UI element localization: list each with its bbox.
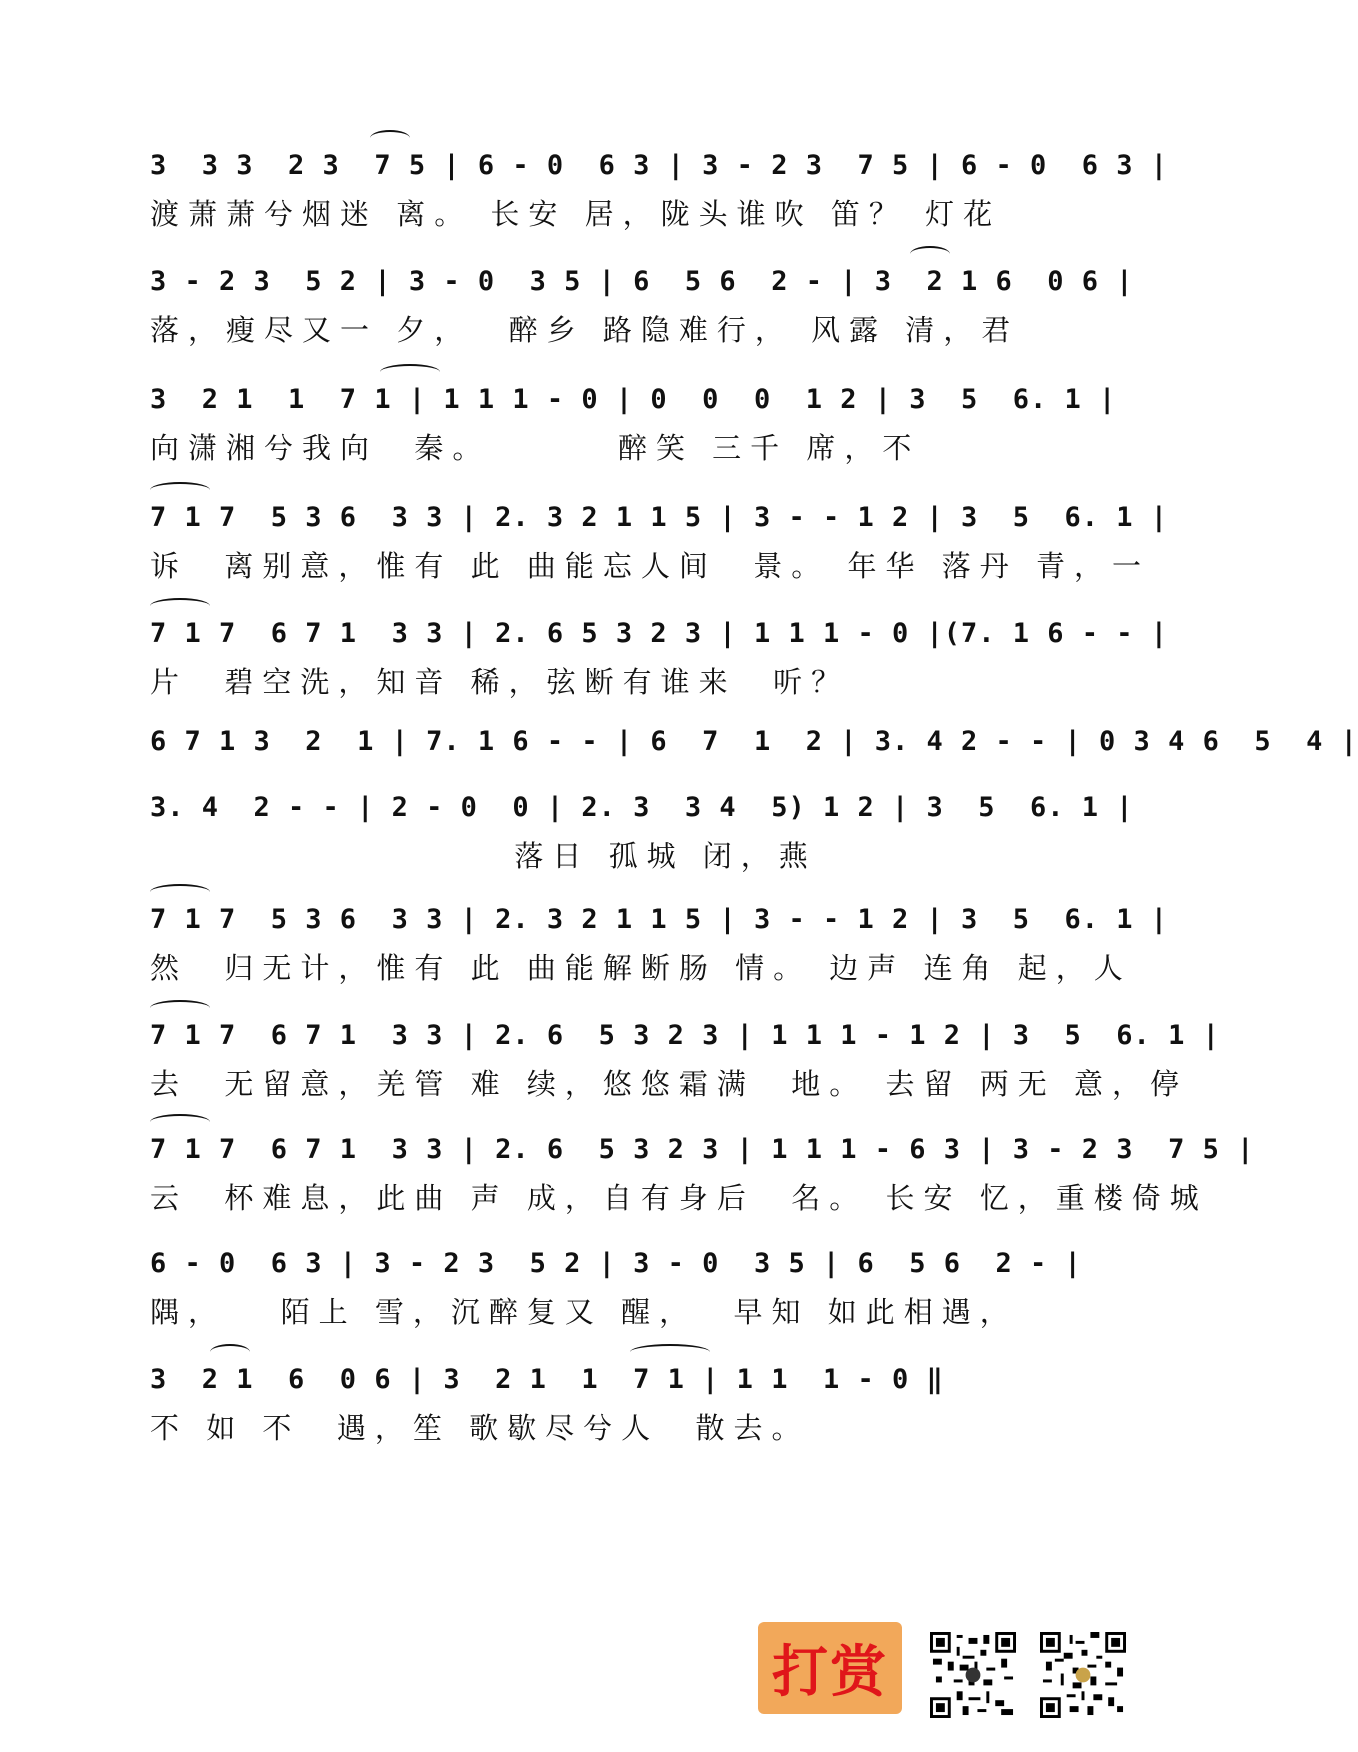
numbered-notes: 6 - 0 6 3 | 3 - 2 3 5 2 | 3 - 0 3 5 | 6 5 6 2 - | xyxy=(150,1248,1082,1279)
slur-mark xyxy=(370,130,410,146)
numbered-notes: 7 1 7 6 7 1 3 3 | 2. 6 5 3 2 3 | 1 1 1 - 0 |(7. 1 6 - - | xyxy=(150,618,1169,649)
numbered-notes: 7 1 7 6 7 1 3 3 | 2. 6 5 3 2 3 | 1 1 1 - 6 3 | 3 - 2 3 7 5 | xyxy=(150,1134,1255,1165)
slur-mark xyxy=(380,364,440,380)
lyrics-line: 落，瘦尽又一 夕， 醉乡 路隐难行， 风露 清，君 xyxy=(150,313,1020,347)
reward-button[interactable] xyxy=(758,1622,902,1714)
reward-label: 打赏 xyxy=(772,1640,888,1705)
lyrics-line: 去 无留意，羌管 难 续，悠悠霜满 地。 去留 两无 意，停 xyxy=(150,1067,1188,1101)
numbered-notes: 3 3 3 2 3 7 5 | 6 - 0 6 3 | 3 - 2 3 7 5 | 6 - 0 6 3 | xyxy=(150,150,1169,181)
slur-mark xyxy=(210,1344,250,1360)
slur-mark xyxy=(150,598,210,614)
numbered-notes: 7 1 7 5 3 6 3 3 | 2. 3 2 1 1 5 | 3 - - 1 2 | 3 5 6. 1 | xyxy=(150,502,1169,533)
slur-mark xyxy=(630,1344,710,1360)
lyrics-line: 隅， 陌上 雪，沉醉复又 醒， 早知 如此相遇， xyxy=(150,1295,1018,1329)
numbered-notes: 7 1 7 6 7 1 3 3 | 2. 6 5 3 2 3 | 1 1 1 - 1 2 | 3 5 6. 1 | xyxy=(150,1020,1220,1051)
lyrics-line: 落日 孤城 闭，燕 xyxy=(150,839,817,873)
numbered-notes: 6 7 1 3 2 1 | 7. 1 6 - - | 6 7 1 2 | 3. 4 2 - - | 0 3 4 6 5 4 | xyxy=(150,726,1358,757)
lyrics-line: 渡萧萧兮烟迷 离。 长安 居，陇头谁吹 笛？ 灯花 xyxy=(150,197,1002,231)
lyrics-line: 然 归无计，惟有 此 曲能解断肠 情。 边声 连角 起，人 xyxy=(150,951,1132,985)
slur-mark xyxy=(150,1000,210,1016)
numbered-notes: 3 2 1 1 7 1 | 1 1 1 - 0 | 0 0 0 1 2 | 3 5 6. 1 | xyxy=(150,384,1117,415)
qr-code-alipay-reward[interactable] xyxy=(1040,1632,1126,1718)
lyrics-line: 诉 离别意，惟有 此 曲能忘人间 景。 年华 落丹 青，一 xyxy=(150,549,1150,583)
lyrics-line: 不 如 不 遇，笙 歌歇尽兮人 散去。 xyxy=(150,1411,810,1445)
numbered-notes: 3 - 2 3 5 2 | 3 - 0 3 5 | 6 5 6 2 - | 3 2 1 6 0 6 | xyxy=(150,266,1134,297)
slur-mark xyxy=(910,246,950,262)
slur-mark xyxy=(150,482,210,498)
slur-mark xyxy=(150,884,210,900)
slur-mark xyxy=(150,1114,210,1130)
numbered-notes: 3 2 1 6 0 6 | 3 2 1 1 7 1 | 1 1 1 - 0 ‖ xyxy=(150,1364,944,1395)
qr-code-wechat-reward[interactable] xyxy=(930,1632,1016,1718)
numbered-notes: 7 1 7 5 3 6 3 3 | 2. 3 2 1 1 5 | 3 - - 1 2 | 3 5 6. 1 | xyxy=(150,904,1169,935)
lyrics-line: 向潇湘兮我向 秦。 醉笑 三千 席，不 xyxy=(150,431,921,465)
lyrics-line: 云 杯难息，此曲 声 成，自有身后 名。 长安 忆，重楼倚城 xyxy=(150,1181,1208,1215)
lyrics-line: 片 碧空洗，知音 稀，弦断有谁来 听？ xyxy=(150,665,850,699)
numbered-notes: 3. 4 2 - - | 2 - 0 0 | 2. 3 3 4 5) 1 2 | 3 5 6. 1 | xyxy=(150,792,1134,823)
